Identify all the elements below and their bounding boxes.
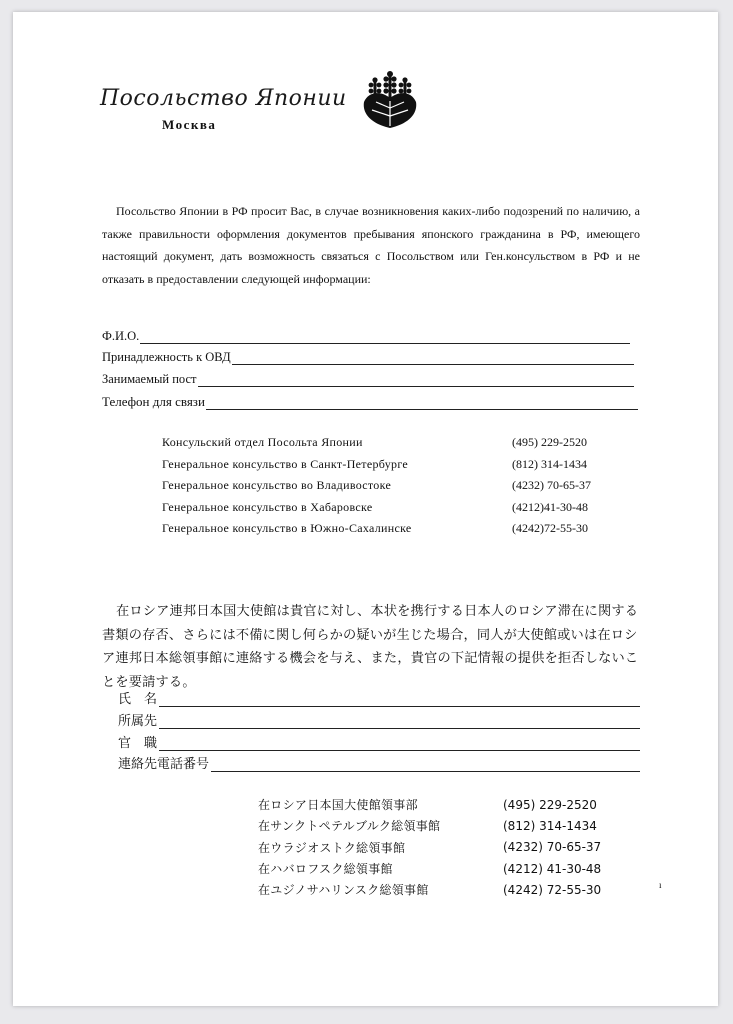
list-item bbox=[258, 879, 608, 900]
phone-line bbox=[206, 397, 638, 410]
contact-name: Консульский отдел Посольта Японии bbox=[162, 435, 363, 450]
contact-name: Генеральное консульство в Санкт-Петербурге bbox=[162, 456, 409, 471]
contact-phone: (4242)72-55-30 bbox=[512, 521, 588, 536]
japanese-contacts-list bbox=[258, 794, 608, 900]
japanese-request-text: 在ロシア連邦日本国大使館は貴官に対し、本状を携行する日本人のロシア滞在に関する書類の存否、さらには不備に関し何らかの疑いが生じた場合，同人が大使館或いは在ロシア連邦日本総領事館に連絡する機会を与え、また，貴官の下記情報の提供を拒否しないことを要請する。 bbox=[102, 604, 639, 690]
embassy-logo-text: Посольство Японии bbox=[100, 86, 347, 111]
contact-name: 在サンクトペテルブルク総領事館 bbox=[258, 819, 441, 834]
phone-label: Телефон для связи bbox=[102, 394, 205, 409]
ovd-label: Принадлежность к ОВД bbox=[102, 350, 231, 364]
list-item bbox=[258, 815, 608, 836]
contact-phone: (812) 314-1434 bbox=[512, 456, 587, 471]
jp-phone-label: 連絡先電話番号 bbox=[118, 757, 210, 772]
jp-position-line bbox=[159, 738, 640, 751]
list-item bbox=[258, 794, 608, 815]
jp-phone-field[interactable] bbox=[118, 753, 640, 772]
jp-position-field[interactable] bbox=[118, 732, 640, 751]
jp-phone-line bbox=[211, 759, 640, 772]
contact-name: 在ロシア日本国大使館領事部 bbox=[258, 798, 418, 813]
jp-affiliation-line bbox=[159, 716, 640, 729]
list-item bbox=[162, 497, 622, 519]
contact-name: Генеральное консульство в Хабаровске bbox=[162, 499, 373, 514]
post-field[interactable] bbox=[102, 372, 634, 387]
list-item bbox=[258, 837, 608, 858]
fio-line bbox=[140, 331, 630, 344]
contact-phone: (4242) 72-55-30 bbox=[503, 882, 602, 897]
jp-position-label: 官 職 bbox=[118, 736, 158, 751]
ovd-field[interactable] bbox=[102, 350, 634, 365]
list-item bbox=[162, 454, 622, 476]
contact-phone: (4232) 70-65-37 bbox=[503, 840, 602, 855]
contact-phone: (4212) 41-30-48 bbox=[503, 861, 602, 876]
post-line bbox=[198, 374, 635, 387]
contact-name: 在ハバロフスク総領事館 bbox=[258, 862, 393, 877]
contact-name: Генеральное консульство в Южно-Сахалинске bbox=[162, 521, 412, 536]
contact-phone: (495) 229-2520 bbox=[503, 797, 597, 812]
jp-affiliation-field[interactable] bbox=[118, 710, 640, 729]
phone-field[interactable] bbox=[102, 394, 638, 410]
fio-label: Ф.И.О. bbox=[102, 329, 140, 343]
list-item bbox=[162, 475, 622, 497]
fio-field[interactable] bbox=[102, 329, 630, 344]
jp-name-label: 氏 名 bbox=[118, 692, 158, 707]
jp-affiliation-label: 所属先 bbox=[118, 714, 158, 729]
post-label: Занимаемый пост bbox=[102, 372, 197, 386]
list-item bbox=[258, 858, 608, 879]
contact-name: Генеральное консульство во Владивостоке bbox=[162, 478, 392, 493]
list-item bbox=[162, 432, 622, 454]
jp-name-line bbox=[159, 694, 640, 707]
russian-contacts-list bbox=[162, 432, 622, 540]
contact-phone: (812) 314-1434 bbox=[503, 818, 597, 833]
list-item bbox=[162, 518, 622, 540]
ovd-line bbox=[232, 352, 634, 365]
contact-name: 在ウラジオストク総領事館 bbox=[258, 840, 406, 855]
jp-name-field[interactable] bbox=[118, 688, 640, 707]
russian-request-text: Посольство Японии в РФ просит Вас, в случае возникновения каких-либо подозрений по наличию, а также правильности оформления документов пребывания японского гражданина в РФ, имеющего настоящий документ, дать возможность связаться с Посольством или Ген.консульством в РФ и не отказать в предоставлении следующей информации: bbox=[102, 204, 640, 286]
contact-name: 在ユジノサハリンスク総領事館 bbox=[258, 883, 429, 898]
scan-mark: ı bbox=[659, 880, 662, 890]
paulownia-crest-icon bbox=[358, 68, 422, 130]
contact-phone: (4212)41-30-48 bbox=[512, 499, 588, 514]
contact-phone: (495) 229-2520 bbox=[512, 435, 587, 450]
embassy-city: Москва bbox=[162, 117, 217, 132]
contact-phone: (4232) 70-65-37 bbox=[512, 478, 591, 493]
